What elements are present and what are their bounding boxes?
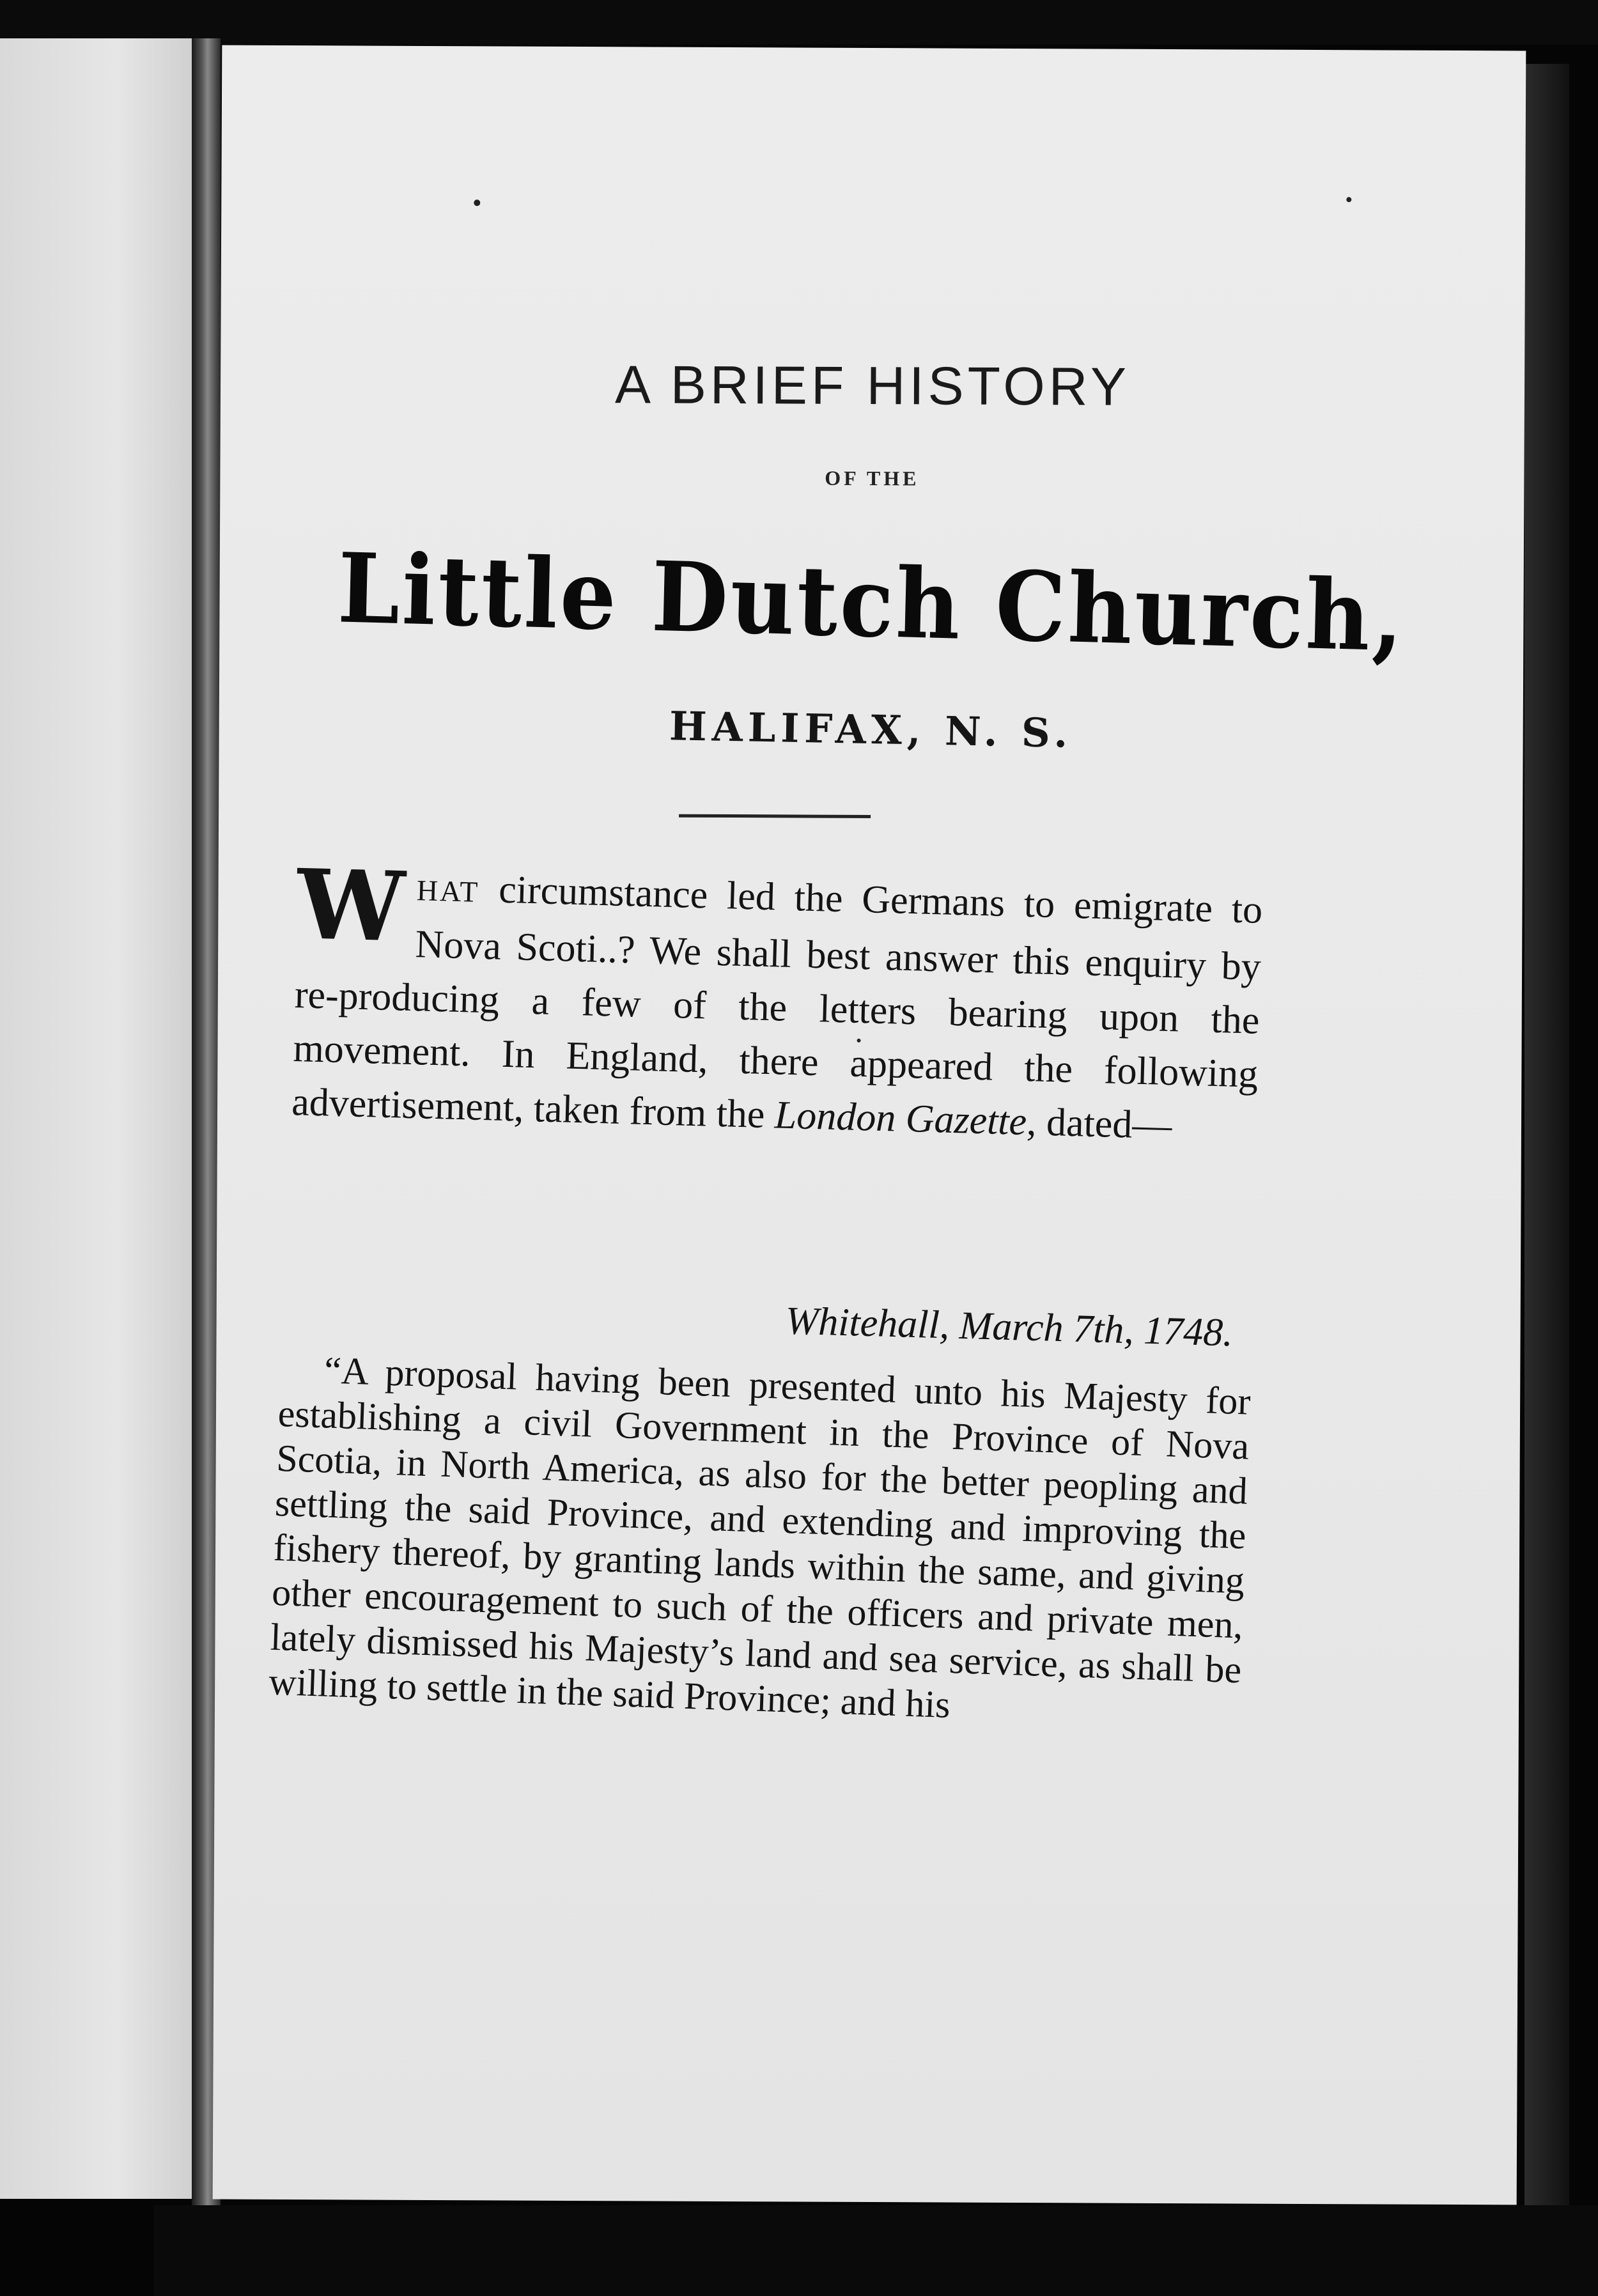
title-of-the: OF THE bbox=[825, 466, 920, 490]
intro-paragraph bbox=[291, 848, 1264, 1155]
facing-page-leaf bbox=[0, 38, 195, 2199]
title-church-name: Little Dutch Church, bbox=[336, 532, 1407, 674]
drop-cap: W bbox=[295, 848, 407, 964]
intro-text: circumstance led the Germans to emigrate to Nova Scoti..? We shall best answer this enquiry by re-producing a few of the letters bearing upon the movement. In England, there appeared the following advertisement, taken from the bbox=[291, 867, 1264, 1137]
scan-border-right bbox=[1524, 64, 1569, 2237]
scan-border-bottom bbox=[153, 2205, 1598, 2296]
scan-border-top bbox=[0, 0, 1598, 45]
title-rule bbox=[679, 814, 871, 818]
title-place: HALIFAX, N. S. bbox=[669, 702, 1073, 757]
gazette-quote: “A proposal having been presented unto his Majesty for establishing a civil Government in the Province of Nova Scotia, in North America, as also for the better peopling and settling the said Province, and extending and improving the fishery thereof, by granting lands within the same, and giving other encouragement to such of the officers and private men, lately dismissed his Majesty’s land and sea service, as shall be willing to settle in the said Province; and his bbox=[268, 1349, 1252, 1726]
intro-end: , dated— bbox=[1026, 1100, 1173, 1148]
book-page bbox=[213, 45, 1526, 2205]
page-content bbox=[213, 45, 1526, 2205]
title-heading: A BRIEF HISTORY bbox=[614, 354, 1131, 417]
intro-smallcaps: HAT bbox=[416, 874, 481, 908]
dateline: Whitehall, March 7th, 1748. bbox=[784, 1299, 1234, 1355]
intro-italic: London Gazette bbox=[774, 1093, 1028, 1144]
